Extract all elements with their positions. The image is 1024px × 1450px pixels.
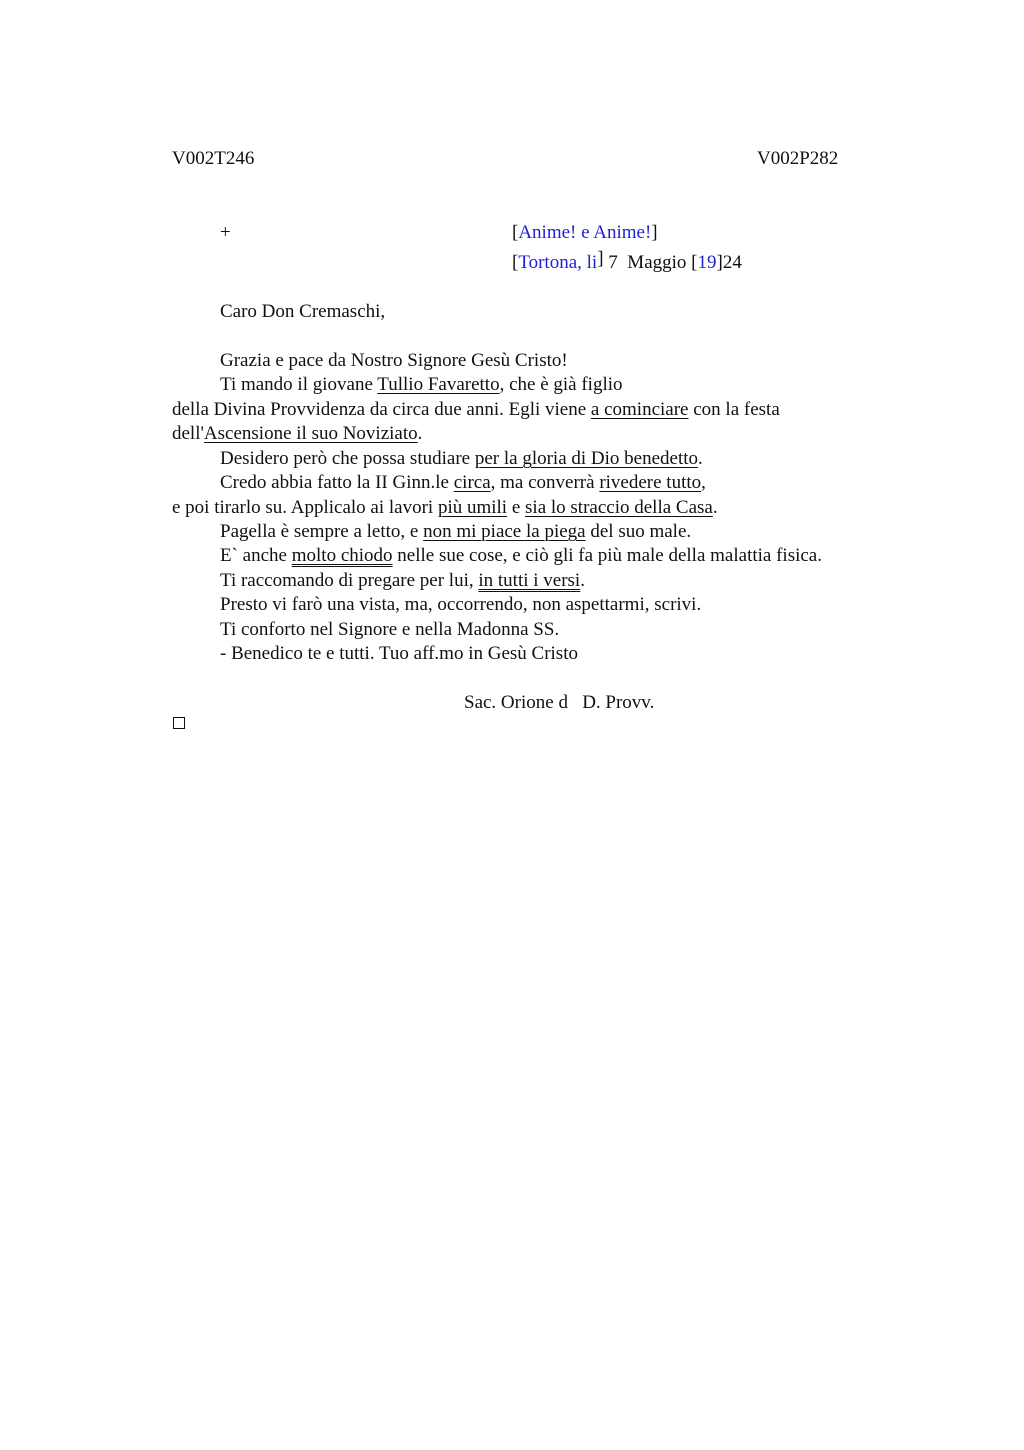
text-run: Desidero però che possa studiare xyxy=(220,448,475,469)
letter-line: Ti conforto nel Signore e nella Madonna SS. xyxy=(220,619,560,640)
text-run: Credo abbia fatto la II Ginn.le xyxy=(220,472,454,493)
text-run: e xyxy=(507,497,526,518)
letter-line xyxy=(220,473,706,492)
date-line: [Tortona, li] 7 Maggio [19]24 xyxy=(512,248,742,273)
text-run: , xyxy=(701,472,706,493)
letter-line xyxy=(220,522,691,541)
underlined-text: Ascensione il suo Noviziato xyxy=(203,423,418,444)
text-run: dell' xyxy=(172,423,204,444)
letter-line xyxy=(172,498,718,517)
letter-line xyxy=(172,400,780,419)
text-run: Ti raccomando di pregare per lui, xyxy=(220,570,479,591)
motto-text: Anime! e Anime! xyxy=(518,222,652,243)
text-run: E` anche xyxy=(220,545,292,566)
letter-line xyxy=(220,449,703,468)
text-run: Ti mando il giovane xyxy=(220,374,378,395)
underlined-name: Tullio Favaretto xyxy=(377,374,500,395)
letter-line xyxy=(220,546,822,565)
underlined-text: rivedere tutto xyxy=(599,472,702,493)
letter-line: Presto vi farò una vista, ma, occorrendo, non aspettarmi, scrivi. xyxy=(220,594,702,615)
underlined-text: più umili xyxy=(437,497,508,518)
letter-line xyxy=(220,571,585,590)
letter-line: - Benedico te e tutti. Tuo aff.mo in Gesù Cristo xyxy=(220,643,578,664)
motto-line: [Anime! e Anime!] xyxy=(512,222,658,243)
letter-line xyxy=(172,424,422,443)
place-text: Tortona, li xyxy=(518,252,598,273)
signature: Sac. Orione d D. Provv. xyxy=(464,692,655,713)
double-underlined-text: molto chiodo xyxy=(291,545,393,566)
text-run: . xyxy=(712,497,718,518)
text-run: , che è già figlio xyxy=(499,374,623,395)
text-run: , ma converrà xyxy=(490,472,600,493)
greeting-line: Grazia e pace da Nostro Signore Gesù Cristo! xyxy=(220,350,568,371)
underlined-text: circa xyxy=(453,472,491,493)
text-run: del suo male. xyxy=(585,521,692,542)
text-run: nelle sue cose, e ciò gli fa più male della malattia fisica. xyxy=(392,545,822,566)
underlined-text: a cominciare xyxy=(590,399,689,420)
text-run: . xyxy=(580,570,585,591)
text-run: . xyxy=(417,423,423,444)
cross-mark: + xyxy=(220,222,231,243)
text-run: Pagella è sempre a letto, e xyxy=(220,521,424,542)
underlined-text: non mi piace la piega xyxy=(423,521,586,542)
doc-code-right: V002P282 xyxy=(757,148,839,169)
date-day-month: 7 Maggio xyxy=(608,252,687,273)
text-run: con la festa xyxy=(688,399,780,420)
text-run: della Divina Provvidenza da circa due anni. Egli viene xyxy=(172,399,591,420)
text-run: . xyxy=(698,448,703,469)
text-run: e poi tirarlo su. Applicalo ai lavori xyxy=(172,497,438,518)
underlined-text: sia lo straccio della Casa xyxy=(525,497,713,518)
end-box-mark xyxy=(173,717,185,729)
double-underlined-text: in tutti i versi xyxy=(478,570,581,591)
doc-code-left: V002T246 xyxy=(172,148,255,169)
underlined-text: per la gloria di Dio benedetto xyxy=(474,448,699,469)
date-century: 19 xyxy=(697,252,717,273)
date-year: 24 xyxy=(722,252,742,273)
letter-line xyxy=(220,375,623,394)
salutation: Caro Don Cremaschi, xyxy=(220,301,386,322)
